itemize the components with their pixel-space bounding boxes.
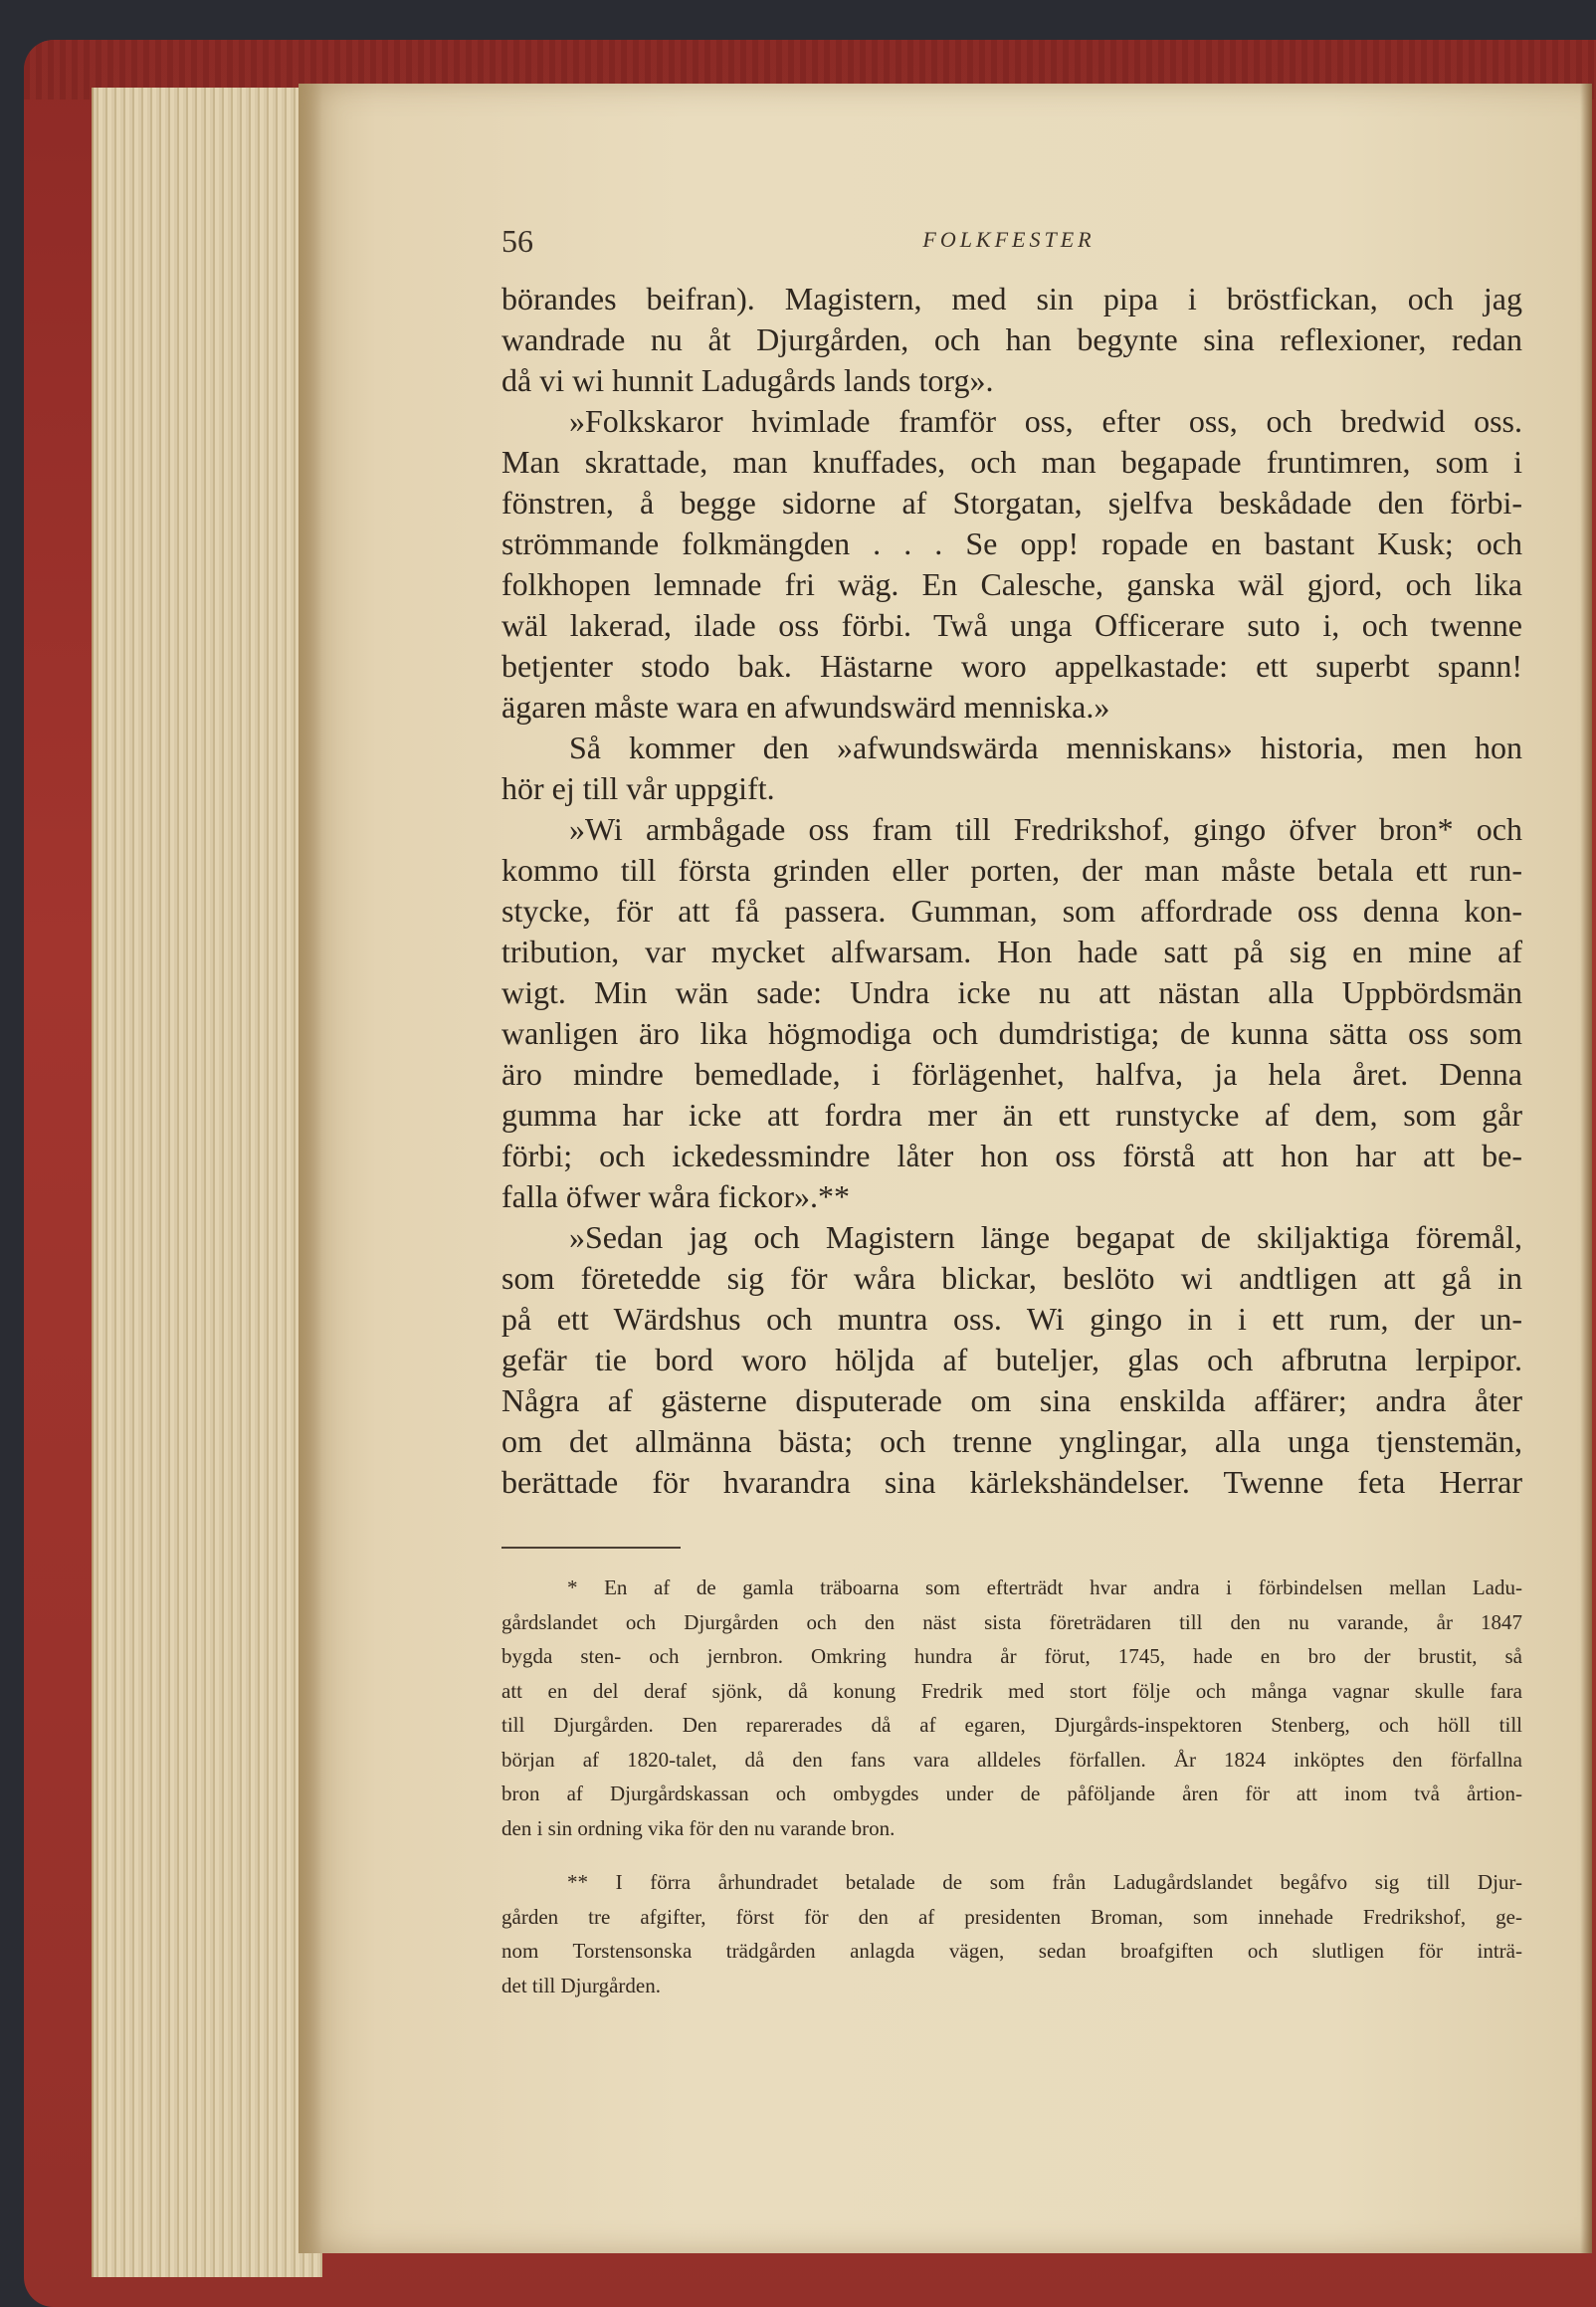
text-line: äro mindre bemedlade, i förlägenhet, halfva, ja hela året. Denna: [501, 1056, 1522, 1092]
footnote-separator: [501, 1547, 681, 1549]
text-line: wandrade nu åt Djurgården, och han begynte sina reflexioner, redan: [501, 321, 1522, 357]
footnote-line: bygda sten- och jernbron. Omkring hundra år förut, 1745, hade en bro der brustit, så: [501, 1644, 1522, 1668]
text-line: då vi wi hunnit Ladugårds lands torg».: [501, 362, 994, 398]
footnote-line: början af 1820-talet, då den fans vara alldeles förfallen. År 1824 inköptes den förfallna: [501, 1747, 1522, 1772]
footnote-line: gården tre afgifter, först för den af presidenten Broman, som innehade Fredrikshof, ge-: [501, 1904, 1522, 1929]
text-line: »Wi armbågade oss fram till Fredrikshof, gingo öfver bron* och: [569, 811, 1522, 847]
text-line: falla öfwer wåra fickor».**: [501, 1178, 851, 1214]
footnote-line: gårdslandet och Djurgården och den näst sista företrädaren till den nu varande, år 1847: [501, 1609, 1522, 1634]
running-title: FOLKFESTER: [922, 227, 1096, 252]
text-line: »Sedan jag och Magistern länge begapat de skiljaktiga föremål,: [569, 1219, 1522, 1255]
footnote: [501, 1571, 1522, 1845]
text-line: börandes beifran). Magistern, med sin pipa i bröstfickan, och jag: [501, 281, 1522, 316]
footnote-line: ** I förra århundradet betalade de som från Ladugårdslandet begåfvo sig till Djur-: [567, 1870, 1522, 1894]
text-line: om det allmänna bästa; och trenne ynglingar, alla unga tjenstemän,: [501, 1423, 1522, 1459]
text-line: förbi; och ickedessmindre låter hon oss förstå att hon har att be-: [501, 1138, 1522, 1173]
text-line: gumma har icke att fordra mer än ett runstycke af dem, som går: [501, 1097, 1522, 1133]
page-gutter: [299, 84, 322, 2253]
text-line: Man skrattade, man knuffades, och man begapade fruntimren, som i: [501, 444, 1522, 480]
footnotes-block: [501, 1571, 1522, 2002]
footnote-line: nom Torstensonska trädgården anlagda vägen, sedan broafgiften och slutligen för inträ-: [501, 1939, 1522, 1963]
text-line: på ett Wärdshus och muntra oss. Wi gingo in i ett rum, der un-: [501, 1301, 1522, 1337]
text-line: gefär tie bord woro höljda af buteljer, glas och afbrutna lerpipor.: [501, 1342, 1522, 1377]
footnote-line: till Djurgården. Den reparerades då af egaren, Djurgårds-inspektoren Stenberg, och höll till: [501, 1713, 1522, 1737]
text-line: »Folkskaror hvimlade framför oss, efter oss, och bredwid oss.: [569, 403, 1522, 439]
page-number: 56: [501, 223, 533, 259]
footnote: [501, 1865, 1522, 2002]
text-line: wanligen äro lika högmodiga och dumdristiga; de kunna sätta oss som: [501, 1015, 1522, 1051]
footnote-line: det till Djurgården.: [501, 1973, 661, 1997]
text-line: Några af gästerne disputerade om sina enskilda affärer; andra åter: [501, 1382, 1522, 1418]
text-line: Så kommer den »afwundswärda menniskans» historia, men hon: [569, 730, 1522, 765]
text-line: fönstren, å begge sidorne af Storgatan, sjelfva beskådade den förbi-: [501, 485, 1522, 521]
text-line: ägaren måste wara en afwundswärd menniska.»: [501, 689, 1110, 725]
text-line: berättade för hvarandra sina kärlekshändelser. Twenne feta Herrar: [501, 1464, 1522, 1500]
text-line: betjenter stodo bak. Hästarne woro appelkastade: ett superbt spann!: [501, 648, 1522, 684]
footnote-line: den i sin ordning vika för den nu varande bron.: [501, 1815, 896, 1840]
page-stack-edge: [92, 88, 322, 2277]
footnote-line: att en del deraf sjönk, då konung Fredrik med stort följe och många vagnar skulle fara: [501, 1678, 1522, 1703]
text-line: kommo till första grinden eller porten, der man måste betala ett run-: [501, 852, 1522, 888]
text-line: tribution, var mycket alfwarsam. Hon hade satt på sig en mine af: [501, 934, 1522, 969]
footnote-line: bron af Djurgårdskassan och ombygdes under de påföljande åren för att inom två årtion-: [501, 1782, 1522, 1805]
text-line: stycke, för att få passera. Gumman, som affordrade oss denna kon-: [501, 893, 1522, 929]
text-line: som företedde sig för wåra blickar, beslöto wi andtligen att gå in: [501, 1260, 1522, 1296]
text-line: hör ej till vår uppgift.: [501, 770, 775, 806]
footnote-line: * En af de gamla träboarna som efterträdt hvar andra i förbindelsen mellan Ladu-: [567, 1575, 1522, 1599]
footnote-gap: [501, 1845, 1522, 1865]
page-header: [501, 223, 1516, 263]
text-line: wäl lakerad, ilade oss förbi. Twå unga Officerare suto i, och twenne: [501, 607, 1522, 643]
main-text-block: [501, 279, 1522, 1503]
page-right-edge: [1580, 84, 1592, 2253]
text-line: folkhopen lemnade fri wäg. En Calesche, ganska wäl gjord, och lika: [501, 566, 1522, 602]
text-line: wigt. Min wän sade: Undra icke nu att nästan alla Uppbördsmän: [501, 974, 1522, 1010]
text-line: strömmande folkmängden . . . Se opp! ropade en bastant Kusk; och: [501, 525, 1522, 561]
